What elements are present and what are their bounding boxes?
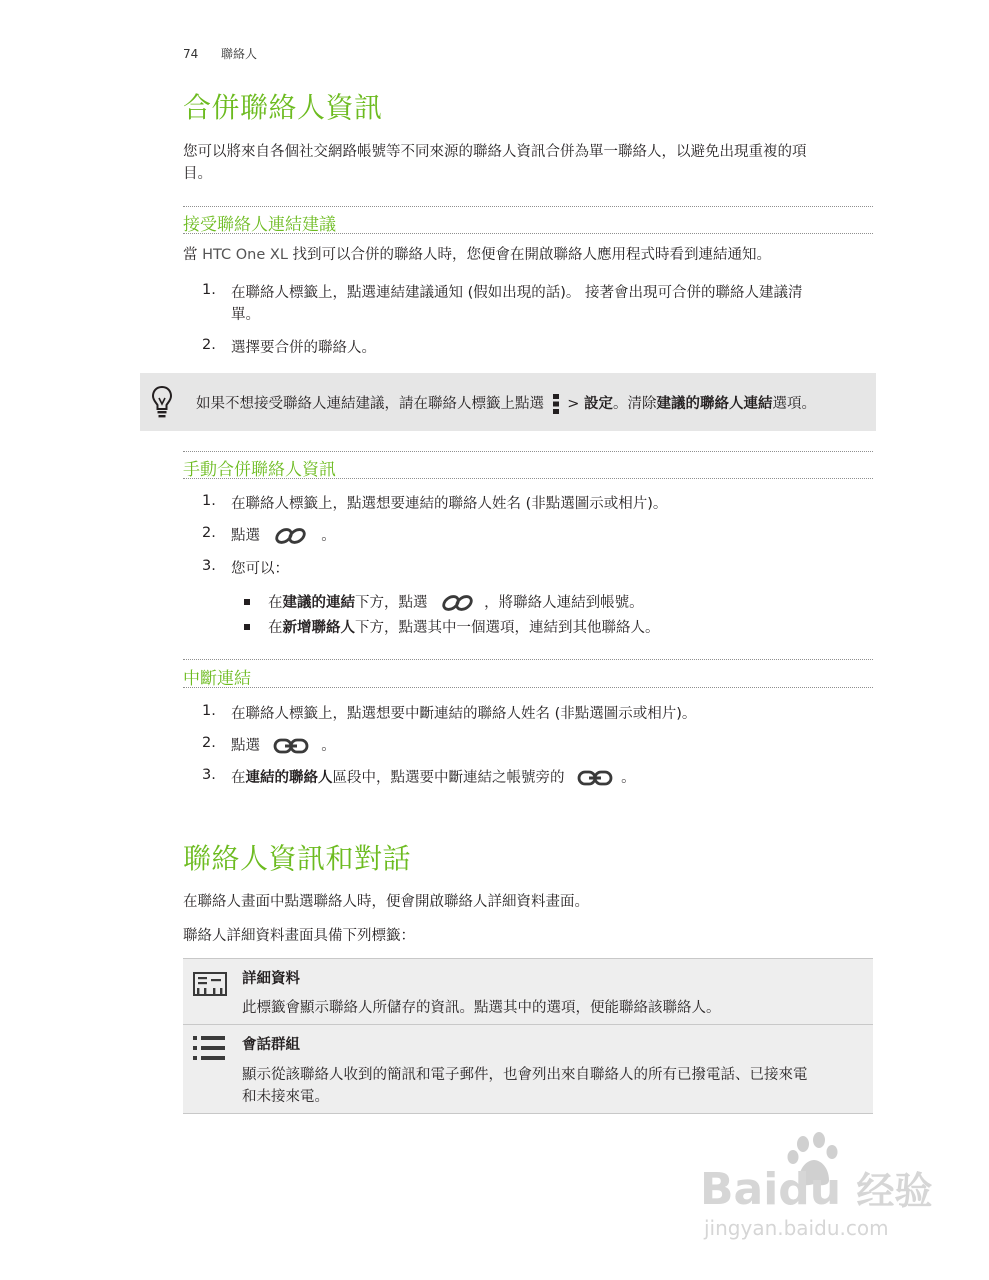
tab-title: 詳細資料 bbox=[242, 971, 300, 987]
step-text-part: 點選 bbox=[231, 738, 260, 754]
bullet-text-part: ，將聯絡人連結到帳號。 bbox=[484, 595, 644, 611]
tab-description-line1: 顯示從該聯絡人收到的簡訊和電子郵件，也會列出來自聯絡人的所有已撥電話、已接來電 bbox=[242, 1067, 808, 1083]
step-text bbox=[231, 735, 336, 757]
bullet-text bbox=[268, 617, 660, 639]
bullet-marker bbox=[244, 624, 250, 630]
section-name: 聯絡人 bbox=[221, 47, 258, 61]
step-text-part: 點選 bbox=[231, 528, 260, 544]
divider bbox=[183, 478, 873, 479]
page-number: 74 bbox=[183, 47, 199, 61]
step-number: 1. bbox=[202, 282, 216, 298]
step-text-part: 。 bbox=[621, 770, 636, 786]
divider bbox=[183, 451, 873, 452]
step-number: 1. bbox=[202, 703, 216, 719]
subheading-manual: 手動合併聯絡人資訊 bbox=[183, 460, 336, 480]
step-number: 2. bbox=[202, 337, 216, 353]
tab-description: 此標籤會顯示聯絡人所儲存的資訊。點選其中的選項，便能聯絡該聯絡人。 bbox=[242, 1000, 721, 1016]
running-header bbox=[183, 45, 257, 62]
step-text-part: 。 bbox=[321, 528, 336, 544]
details-card-icon bbox=[193, 972, 227, 996]
list-icon bbox=[193, 1036, 225, 1060]
table-row bbox=[183, 958, 873, 1025]
tip-box bbox=[140, 373, 876, 431]
bullet-text-part: 在 bbox=[268, 620, 283, 636]
merge-intro bbox=[183, 141, 807, 185]
step-number: 1. bbox=[202, 493, 216, 509]
tab-title: 會話群組 bbox=[242, 1037, 300, 1053]
suggested-links-label: 建議的連結 bbox=[282, 595, 355, 611]
bullet-text-part: 下方，點選其中一個選項，連結到其他聯絡人。 bbox=[355, 620, 660, 636]
watermark-brand-text: Baidu bbox=[700, 1164, 842, 1215]
list-item bbox=[0, 703, 989, 725]
list-item bbox=[0, 337, 989, 359]
divider bbox=[183, 687, 873, 688]
device-name: HTC One XL bbox=[202, 247, 288, 263]
add-contact-label: 新增聯絡人 bbox=[282, 620, 355, 636]
step-text bbox=[231, 282, 803, 326]
list-item bbox=[0, 558, 989, 580]
tip-text-part: 選項。 bbox=[772, 396, 816, 412]
step-text: 選擇要合併的聯絡人。 bbox=[231, 340, 376, 356]
step-number: 3. bbox=[202, 558, 216, 574]
info-paragraph: 在聯絡人畫面中點選聯絡人時，便會開啟聯絡人詳細資料畫面。 bbox=[183, 894, 589, 910]
unlink-icon bbox=[273, 738, 309, 754]
bullet-text bbox=[268, 592, 644, 614]
accept-desc-suffix: 找到可以合併的聯絡人時，您便會在開啟聯絡人應用程式時看到連結通知。 bbox=[287, 247, 772, 263]
list-item bbox=[0, 493, 989, 515]
step-number: 3. bbox=[202, 767, 216, 783]
subheading-accept: 接受聯絡人連結建議 bbox=[183, 215, 336, 235]
watermark-url: jingyan.baidu.com bbox=[704, 1216, 889, 1240]
step-text bbox=[231, 767, 636, 789]
accept-description bbox=[183, 244, 771, 266]
section-title-merge: 合併聯絡人資訊 bbox=[183, 91, 383, 124]
step-number: 2. bbox=[202, 525, 216, 541]
unlink-icon bbox=[577, 770, 613, 786]
tip-text-separator: > bbox=[562, 396, 584, 412]
bullet-marker bbox=[244, 599, 250, 605]
tab-description bbox=[242, 1064, 872, 1108]
tab-description-line2: 和未接來電。 bbox=[242, 1089, 329, 1105]
list-item bbox=[0, 735, 989, 759]
bullet-text-part: 在 bbox=[268, 595, 283, 611]
step-text-line1: 在聯絡人標籤上，點選連結建議通知 (假如出現的話)。 接著會出現可合併的聯絡人建議清 bbox=[231, 285, 803, 301]
watermark-brand bbox=[700, 1160, 932, 1215]
tip-option-label: 建議的聯絡人連結 bbox=[656, 396, 773, 412]
tip-settings-label: 設定 bbox=[583, 396, 613, 412]
merge-intro-line2: 目。 bbox=[183, 166, 212, 182]
step-text bbox=[231, 525, 336, 547]
step-text-line2: 單。 bbox=[231, 307, 260, 323]
merge-intro-line1: 您可以將來自各個社交網路帳號等不同來源的聯絡人資訊合併為單一聯絡人，以避免出現重複的項 bbox=[183, 144, 807, 160]
step-number: 2. bbox=[202, 735, 216, 751]
subheading-unlink: 中斷連結 bbox=[183, 669, 251, 689]
menu-icon bbox=[553, 394, 559, 414]
step-text-part: 區段中，點選要中斷連結之帳號旁的 bbox=[332, 770, 565, 786]
section-title-info: 聯絡人資訊和對話 bbox=[183, 842, 412, 875]
accept-desc-prefix: 當 bbox=[183, 247, 203, 263]
list-item bbox=[0, 525, 989, 549]
tip-text-part: 如果不想接受聯絡人連結建議，請在聯絡人標籤上點選 bbox=[196, 396, 544, 412]
step-text: 您可以： bbox=[231, 561, 289, 577]
baidu-watermark bbox=[700, 1130, 940, 1250]
divider bbox=[183, 233, 873, 234]
bullet-item bbox=[0, 592, 989, 614]
link-contacts-icon bbox=[273, 527, 309, 545]
bullet-text-part: 下方，點選 bbox=[355, 595, 428, 611]
step-text-part: 在 bbox=[231, 770, 246, 786]
tip-text-part: 。清除 bbox=[612, 396, 657, 412]
list-item bbox=[0, 282, 989, 326]
step-text: 在聯絡人標籤上，點選想要連結的聯絡人姓名 (非點選圖示或相片)。 bbox=[231, 496, 668, 512]
table-row bbox=[183, 1024, 873, 1114]
step-text: 在聯絡人標籤上，點選想要中斷連結的聯絡人姓名 (非點選圖示或相片)。 bbox=[231, 706, 697, 722]
divider bbox=[183, 206, 873, 207]
divider bbox=[183, 659, 873, 660]
bullet-item bbox=[0, 617, 989, 639]
linked-contacts-label: 連結的聯絡人 bbox=[245, 770, 333, 786]
link-contacts-icon bbox=[440, 594, 476, 612]
list-item bbox=[0, 767, 989, 791]
tip-text bbox=[196, 392, 816, 414]
watermark-cn-text: 经验 bbox=[856, 1169, 933, 1213]
lightbulb-icon bbox=[151, 385, 173, 419]
step-text-part: 。 bbox=[321, 738, 336, 754]
info-paragraph: 聯絡人詳細資料畫面具備下列標籤： bbox=[183, 928, 415, 944]
